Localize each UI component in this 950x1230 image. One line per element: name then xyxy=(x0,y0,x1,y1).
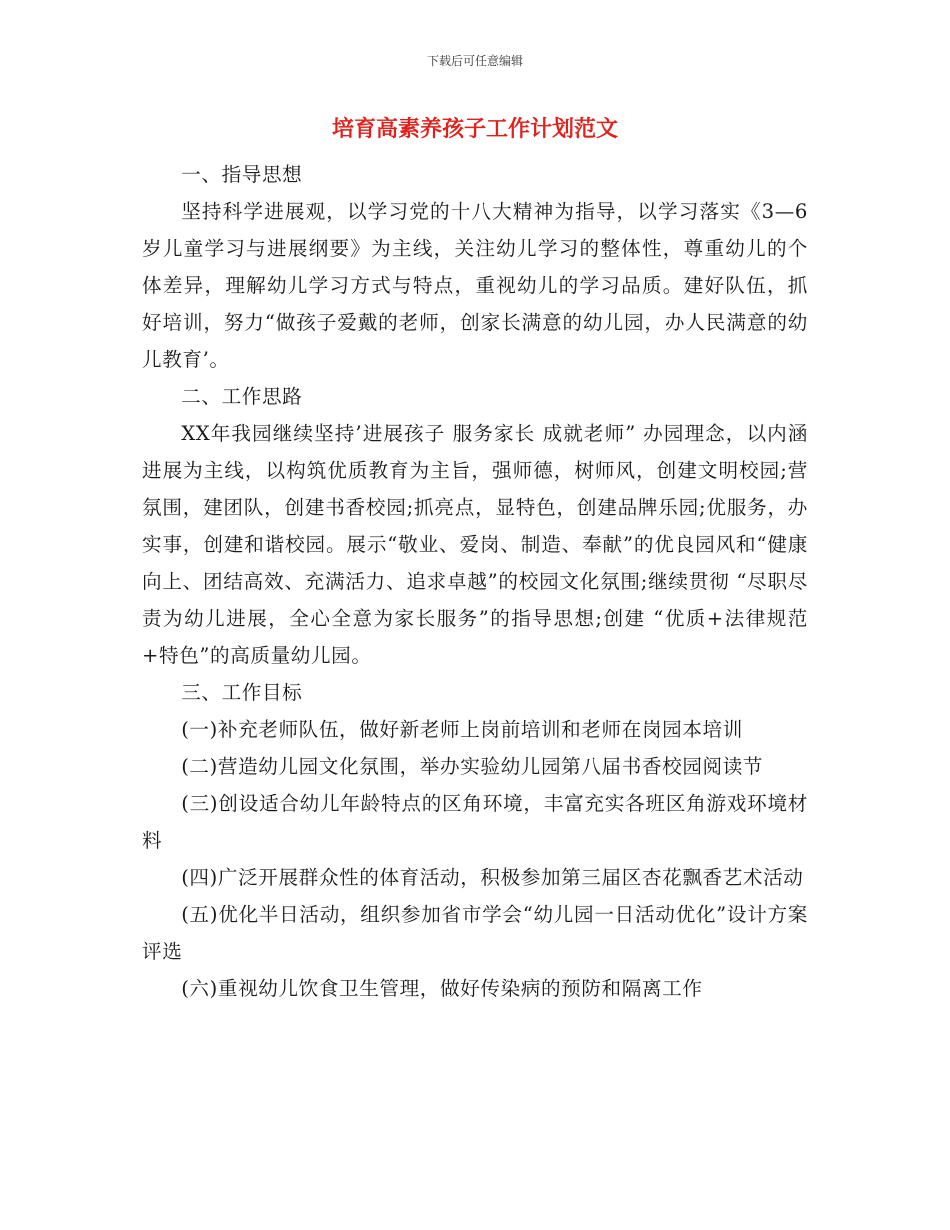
page-header: 下载后可任意编辑 xyxy=(426,54,523,68)
section-heading-work-goals: 三、工作目标 xyxy=(181,681,303,704)
document-body xyxy=(142,156,808,1007)
paragraph-work-approach: XX年我园继续坚持’进展孩子 服务家长 成就老师” 办园理念，以内涵进展为主线，以构筑优质教育为主旨，强师德，树师风，创建文明校园;营氛围，建团队，创建书香校园;抓亮点，显特色，创建品牌乐园;优服务，办实事，创建和谐校园。展示“敬业、爱岗、制造、奉献”的优良园风和“健康向上、团结高效、充满活力、追求卓越”的校园文化氛围;继续贯彻 “尽职尽责为幼儿进展，全心全意为家长服务”的指导思想;创建 “优质+法律规范+特色”的高质量幼儿园。 xyxy=(142,422,808,667)
goal-item-4: (四)广泛开展群众性的体育活动，积极参加第三届区杏花飘香艺术活动 xyxy=(181,866,804,889)
paragraph-guiding-ideology: 坚持科学进展观，以学习党的十八大精神为指导，以学习落实《3—6岁儿童学习与进展纲要》为主线，关注幼儿学习的整体性，尊重幼儿的个体差异，理解幼儿学习方式与特点，重视幼儿的学习品质。建好队伍，抓好培训，努力“做孩子爱戴的老师，创家长满意的幼儿园，办人民满意的幼儿教育’。 xyxy=(142,200,808,371)
goal-item-3: (三)创设适合幼儿年龄特点的区角环境，丰富充实各班区角游戏环境材料 xyxy=(142,792,808,852)
goal-item-2: (二)营造幼儿园文化氛围，举办实验幼儿园第八届书香校园阅读节 xyxy=(181,755,764,778)
document-title: 培育高素养孩子工作计划范文 xyxy=(331,117,618,142)
goal-item-5: (五)优化半日活动，组织参加省市学会“幼儿园一日活动优化”设计方案评选 xyxy=(142,903,808,963)
goal-item-6: (六)重视幼儿饮食卫生管理，做好传染病的预防和隔离工作 xyxy=(181,977,703,1000)
goal-item-1: (一)补充老师队伍，做好新老师上岗前培训和老师在岗园本培训 xyxy=(181,718,743,741)
section-heading-work-approach: 二、工作思路 xyxy=(181,385,303,408)
section-heading-guiding-ideology: 一、指导思想 xyxy=(181,163,303,186)
